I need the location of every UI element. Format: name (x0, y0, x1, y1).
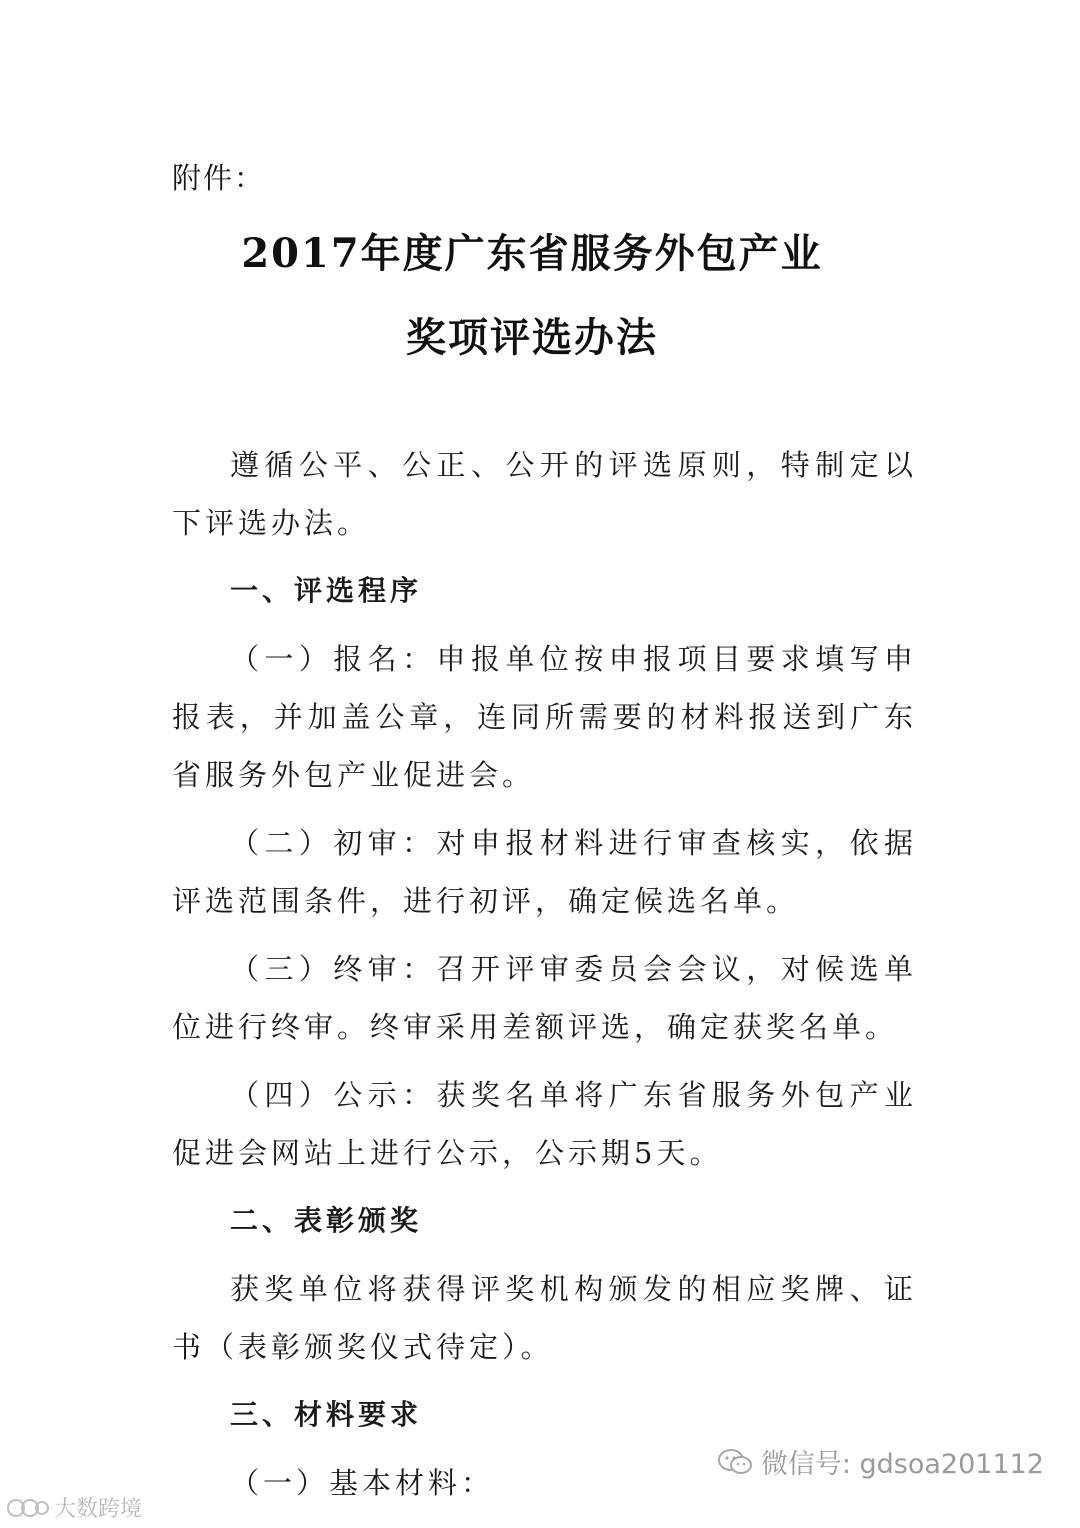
award-paragraph: 获奖单位将获得评奖机构颁发的相应奖牌、证书（表彰颁奖仪式待定）。 (172, 1272, 917, 1364)
step3-paragraph: （三）终审：召开评审委员会会议，对候选单位进行终审。终审采用差额评选，确定获奖名单。 (172, 952, 917, 1044)
brand-logo-icon (6, 1496, 50, 1520)
wechat-id-text: 微信号: gdsoa201112 (760, 1449, 1044, 1480)
wechat-icon (717, 1448, 753, 1476)
document-title-line2: 奖项评选办法 (406, 314, 658, 361)
section1-heading: 一、评选程序 (230, 574, 423, 607)
document-title-line1: 2017年度广东省服务外包产业 (241, 230, 823, 277)
materials-basic-paragraph: （一）基本材料： (230, 1466, 495, 1500)
section2-heading: 二、表彰颁奖 (230, 1204, 423, 1237)
section3-heading: 三、材料要求 (230, 1398, 423, 1431)
brand-text: 大数跨境 (54, 1497, 143, 1522)
intro-paragraph: 遵循公平、公正、公开的评选原则，特制定以下评选办法。 (172, 448, 917, 540)
wechat-watermark (717, 1442, 1044, 1481)
step1-paragraph: （一）报名：申报单位按申报项目要求填写申报表，并加盖公章，连同所需要的材料报送到广东省服务外包产业促进会。 (172, 642, 917, 792)
step2-paragraph: （二）初审：对申报材料进行审查核实，依据评选范围条件，进行初评，确定候选名单。 (172, 826, 917, 918)
brand-watermark (6, 1492, 142, 1523)
document-body (172, 436, 917, 1512)
attachment-label: 附件： (172, 161, 266, 195)
step4-paragraph: （四）公示：获奖名单将广东省服务外包产业促进会网站上进行公示，公示期5天。 (172, 1078, 917, 1170)
